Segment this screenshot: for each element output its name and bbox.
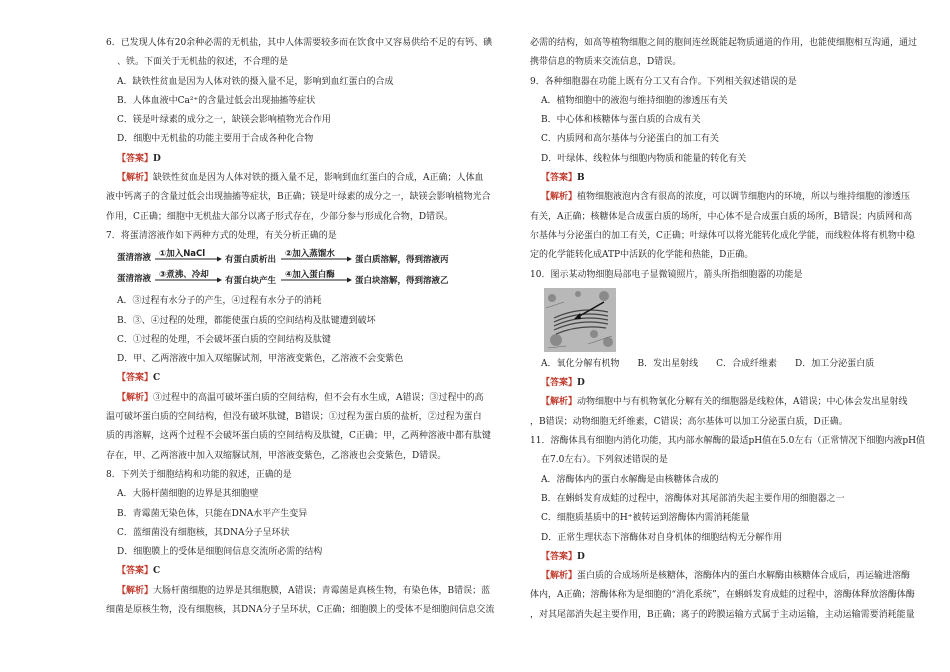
q8-stem: 8．下列关于细胞结构和功能的叙述，正确的是	[106, 469, 292, 480]
flow-arrowhead	[347, 278, 352, 283]
q6-stem-line1: 6．已发现人体有20余种必需的无机盐，其中人体需要较多而在饮食中又容易供给不足的有钙、碘	[106, 38, 493, 48]
flow-r2-start: 蛋清溶液	[117, 274, 152, 285]
q7-explanation-line2: 温可破坏蛋白质的空间结构，但没有破坏肽键，B错误；①过程为蛋白质的盐析，②过程为蛋白	[106, 412, 482, 423]
answer-tag: 【答案】	[117, 566, 154, 577]
explanation-text: 蛋白质的合成场所是核糖体，溶酶体内的蛋白水解酶由核糖体合成后，再运输进溶酶	[577, 571, 911, 582]
continued-line2: 携带信息的物质来交流信息，D错误。	[530, 57, 682, 68]
explanation-text: ③过程中的高温可破坏蛋白质的空间结构，但不会有水生成，A错误；③过程中的高	[153, 392, 484, 403]
q9-explanation-line4: 定的化学能转化成ATP中活跃的化学能和热能，D正确。	[530, 250, 754, 261]
flow-arrowhead	[217, 278, 222, 283]
flow-r1-end: 蛋白质溶解，得到溶液丙	[355, 255, 449, 266]
q7-flow-diagram	[117, 248, 466, 290]
q11-option-c: C．细胞质基质中的H⁺被转运到溶酶体内需消耗能量	[541, 513, 750, 524]
q9-stem: 9．各种细胞器在功能上既有分工又有合作。下列相关叙述错误的是	[530, 76, 797, 87]
flow-r2-step2: ④加入蛋白酶	[285, 270, 335, 281]
explanation-tag: 【解析】	[117, 173, 154, 184]
flow-r1-start: 蛋清溶液	[117, 253, 152, 264]
q6-stem-line2: 、铁。下面关于无机盐的叙述，不合理的是	[117, 57, 289, 68]
q6-explanation-line3: 作用，C正确；细胞中无机盐大部分以离子形式存在，少部分参与形成化合物，D错误。	[106, 211, 454, 222]
answer-value: C	[153, 373, 161, 384]
q8-option-b: B．青霉菌无染色体，只能在DNA水平产生变异	[117, 508, 308, 519]
answer-value: B	[577, 173, 585, 184]
q9-option-c: C．内质网和高尔基体与分泌蛋白的加工有关	[541, 134, 719, 145]
answer-tag: 【答案】	[117, 153, 154, 164]
q8-explanation-line1	[106, 582, 491, 601]
answer-tag: 【答案】	[117, 373, 154, 384]
answer-tag: 【答案】	[541, 378, 578, 389]
q9-option-d: D．叶绿体、线粒体与细胞内物质和能量的转化有关	[541, 153, 747, 164]
q11-explanation-line1	[530, 567, 911, 586]
right-column	[530, 34, 925, 625]
q6-explanation-line2: 液中钙离子的含量过低会出现抽搐等症状，B正确；镁是叶绿素的成分之一，缺镁会影响植物光合	[106, 192, 491, 203]
q7-stem: 7．将蛋清溶液作如下两种方式的处理，有关分析正确的是	[106, 230, 337, 241]
q8-explanation-line2: 细菌是原核生物，没有细胞核，其DNA分子呈环状，C正确；细胞膜上的受体不是细胞间信息交流	[106, 605, 495, 616]
q7-option-d: D．甲、乙两溶液中加入双缩脲试剂，甲溶液变紫色，乙溶液不会变紫色	[117, 354, 404, 365]
explanation-tag: 【解析】	[541, 397, 578, 408]
q11-option-d: D．正常生理状态下溶酶体对自身机体的细胞结构无分解作用	[541, 532, 783, 543]
q7-option-c: C．①过程的处理，不会破坏蛋白质的空间结构及肽键	[117, 334, 331, 345]
explanation-tag: 【解析】	[117, 392, 154, 403]
q7-explanation-line4: 存在，甲、乙两溶液中加入双缩脲试剂，甲溶液变紫色，乙溶液也会变紫色，D错误。	[106, 450, 447, 461]
q6-option-b: B．人体血液中Ca²⁺的含量过低会出现抽搐等症状	[117, 95, 316, 106]
q9-explanation-line3: 尔基体与分泌蛋白的加工有关，C正确；叶绿体可以将光能转化成化学能，而线粒体将有机物中稳	[530, 230, 915, 241]
q9-explanation-line2: 有关，A正确；核糖体是合成蛋白质的场所，中心体不是合成蛋白质的场所，B错误；内质网和高	[530, 211, 913, 222]
left-column	[106, 34, 495, 620]
q10-answer	[530, 374, 890, 393]
q10-options: A．氧化分解有机物 B．发出星射线 C．合成纤维素 D．加工分泌蛋白质	[541, 358, 875, 369]
flow-r2-mid: 有蛋白块产生	[225, 276, 277, 287]
flow-diagram-svg	[117, 248, 477, 290]
electron-micrograph-image	[544, 288, 616, 352]
explanation-tag: 【解析】	[541, 192, 578, 203]
explanation-tag: 【解析】	[117, 585, 154, 596]
q6-explanation-line1	[106, 169, 484, 188]
q9-option-b: B．中心体和核糖体与蛋白质的合成有关	[541, 115, 701, 126]
q11-stem-line1: 11．溶酶体具有细胞内消化功能，其内部水解酶的最适pH值在5.0左右（正常情况下细胞内液pH值	[530, 436, 925, 447]
q6-option-c: C．镁是叶绿素的成分之一，缺镁会影响植物光合作用	[117, 115, 331, 126]
explanation-text: 缺铁性贫血是因为人体对铁的摄入量不足，影响到血红蛋白的合成，A正确；人体血	[153, 173, 484, 184]
q11-answer	[530, 548, 890, 567]
q9-option-a: A．植物细胞中的液泡与维持细胞的渗透压有关	[541, 95, 728, 106]
flow-r1-mid: 有蛋白质析出	[225, 255, 277, 266]
q11-explanation-line2: 体内，A正确；溶酶体称为是细胞的“消化系统”，在蝌蚪发育成蛙的过程中，溶酶体释放溶酶体酶	[530, 590, 915, 601]
explanation-text: 动物细胞中与有机物氧化分解有关的细胞器是线粒体，A错误；中心体会发出星射线	[577, 397, 908, 408]
q7-answer	[106, 369, 466, 388]
answer-tag: 【答案】	[541, 173, 578, 184]
q7-explanation-line1	[106, 389, 484, 408]
micrograph-svg	[544, 288, 616, 352]
continued-line1: 必需的结构，如高等植物细胞之间的胞间连丝既能起物质通道的作用，也能使细胞相互沟通，通过	[530, 38, 918, 48]
explanation-text: 植物细胞液泡内含有很高的浓度，可以调节细胞内的环境，所以与维持细胞的渗透压	[577, 192, 911, 203]
q6-option-d: D．细胞中无机盐的功能主要用于合成各种化合物	[117, 134, 314, 145]
q11-stem-line2: 在7.0左右）。下列叙述错误的是	[541, 455, 668, 466]
q9-explanation-line1	[530, 188, 911, 207]
q7-explanation-line3: 质的再溶解，这两个过程不会破坏蛋白质的空间结构及肽键，C正确；甲，乙两种溶液中都有肽键	[106, 431, 491, 442]
q6-option-a: A．缺铁性贫血是因为人体对铁的摄入量不足，影响到血红蛋白的合成	[117, 76, 394, 87]
q8-answer	[106, 562, 466, 581]
flow-arrowhead	[217, 257, 222, 262]
q7-option-b: B．③、④过程的处理，都能使蛋白质的空间结构及肽键遭到破坏	[117, 315, 376, 326]
q7-option-a: A．③过程有水分子的产生，④过程有水分子的消耗	[117, 296, 322, 307]
q11-option-b: B．在蝌蚪发育成蛙的过程中，溶酶体对其尾部消失起主要作用的细胞器之一	[541, 493, 845, 504]
q9-answer	[530, 169, 890, 188]
q8-option-c: C．蓝细菌没有细胞核，其DNA分子呈环状	[117, 527, 290, 538]
answer-value: D	[577, 551, 585, 562]
flow-r1-step2: ②加入蒸馏水	[285, 249, 335, 260]
flow-r1-step1: ①加入NaCl	[159, 249, 206, 260]
q11-explanation-line3: ，对其尾部消失起主要作用，B正确；离子的跨膜运输方式属于主动运输，主动运输需要消耗能量	[530, 609, 915, 620]
explanation-text: 大肠杆菌细胞的边界是其细胞膜，A错误；青霉菌是真核生物，有染色体，B错误；蓝	[153, 585, 491, 596]
answer-tag: 【答案】	[541, 551, 578, 562]
q11-option-a: A．溶酶体内的蛋白水解酶是由核糖体合成的	[541, 474, 719, 485]
q6-answer	[106, 150, 466, 169]
explanation-tag: 【解析】	[541, 571, 578, 582]
q10-stem: 10．图示某动物细胞局部电子显微镜照片，箭头所指细胞器的功能是	[530, 269, 803, 280]
flow-r2-step1: ③煮沸、冷却	[159, 270, 209, 281]
answer-value: D	[153, 153, 161, 164]
flow-arrowhead	[347, 257, 352, 262]
answer-value: D	[577, 378, 585, 389]
q8-option-a: A．大肠杆菌细胞的边界是其细胞壁	[117, 489, 259, 500]
q10-explanation-line2: ，B错误；动物细胞无纤维素，C错误；高尔基体可以加工分泌蛋白质，D正确。	[530, 416, 848, 427]
q10-explanation-line1	[530, 393, 908, 412]
answer-value: C	[153, 566, 161, 577]
flow-r2-end: 蛋白块溶解，得到溶液乙	[355, 276, 449, 287]
q8-option-d: D．细胞膜上的受体是细胞间信息交流所必需的结构	[117, 547, 323, 558]
